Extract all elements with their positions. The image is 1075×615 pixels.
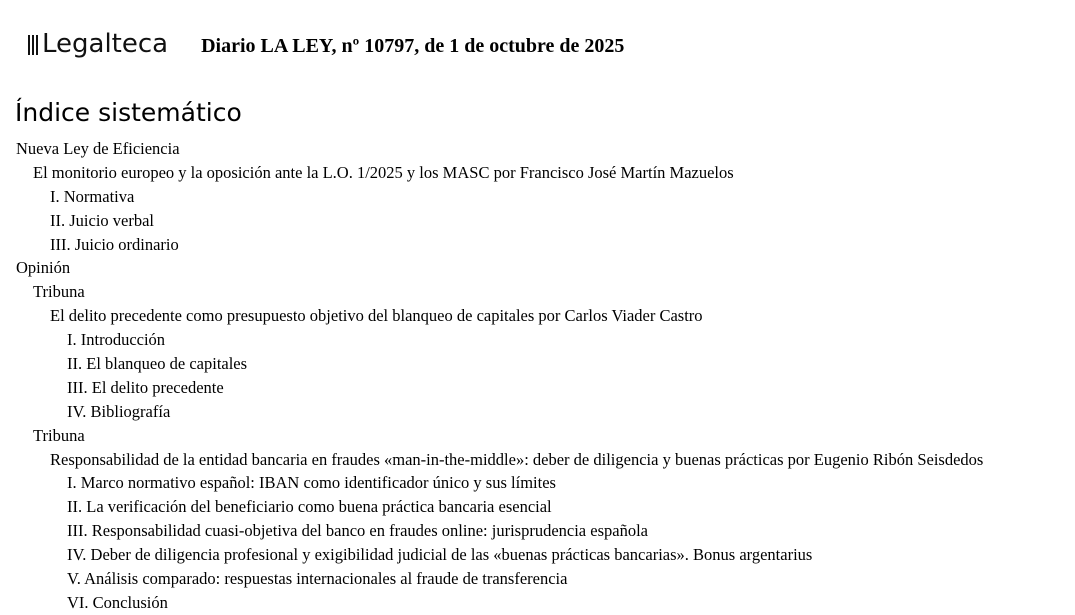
toc-heading[interactable]: III. Juicio ordinario [50, 234, 179, 254]
journal-title: Diario LA LEY, nº 10797, de 1 de octubre de 2025 [201, 34, 625, 57]
toc-heading[interactable]: III. Responsabilidad cuasi-objetiva del banco en fraudes online: jurisprudencia española [67, 521, 648, 541]
toc-heading[interactable]: I. Introducción [67, 330, 166, 350]
toc-subsection[interactable]: Tribuna [33, 282, 85, 302]
logo-bars-icon [28, 33, 40, 55]
table-of-contents [16, 137, 983, 615]
toc-heading[interactable]: IV. Deber de diligencia profesional y exigibilidad judicial de las «buenas prácticas bancarias». Bonus argentarius [67, 545, 813, 565]
toc-article[interactable]: El delito precedente como presupuesto objetivo del blanqueo de capitales por Carlos Viader Castro [50, 306, 703, 326]
toc-heading[interactable]: III. El delito precedente [67, 377, 224, 397]
toc-heading[interactable]: I. Marco normativo español: IBAN como identificador único y sus límites [67, 473, 556, 493]
legalteca-logo[interactable] [28, 29, 168, 59]
index-title: Índice sistemático [15, 98, 242, 127]
toc-section[interactable]: Opinión [16, 258, 71, 278]
toc-section[interactable]: Nueva Ley de Eficiencia [16, 139, 180, 158]
toc-heading[interactable]: VI. Conclusión [67, 592, 168, 612]
toc-heading[interactable]: II. Juicio verbal [50, 210, 155, 230]
toc-heading[interactable]: V. Análisis comparado: respuestas internacionales al fraude de transferencia [67, 569, 568, 589]
toc-article[interactable]: El monitorio europeo y la oposición ante la L.O. 1/2025 y los MASC por Francisco José Martín Mazuelos [33, 162, 734, 182]
toc-subsection[interactable]: Tribuna [33, 425, 85, 445]
toc-article[interactable]: Responsabilidad de la entidad bancaria en fraudes «man-in-the-middle»: deber de diligencia y buenas prácticas por Eugenio Ribón Seisdedos [50, 449, 984, 469]
toc-heading[interactable]: I. Normativa [50, 186, 135, 206]
logo-text: Legalteca [42, 29, 169, 59]
toc-heading[interactable]: II. El blanqueo de capitales [67, 354, 248, 374]
page-header [28, 24, 624, 64]
toc-heading[interactable]: IV. Bibliografía [67, 401, 171, 421]
toc-heading[interactable]: II. La verificación del beneficiario como buena práctica bancaria esencial [67, 497, 552, 517]
